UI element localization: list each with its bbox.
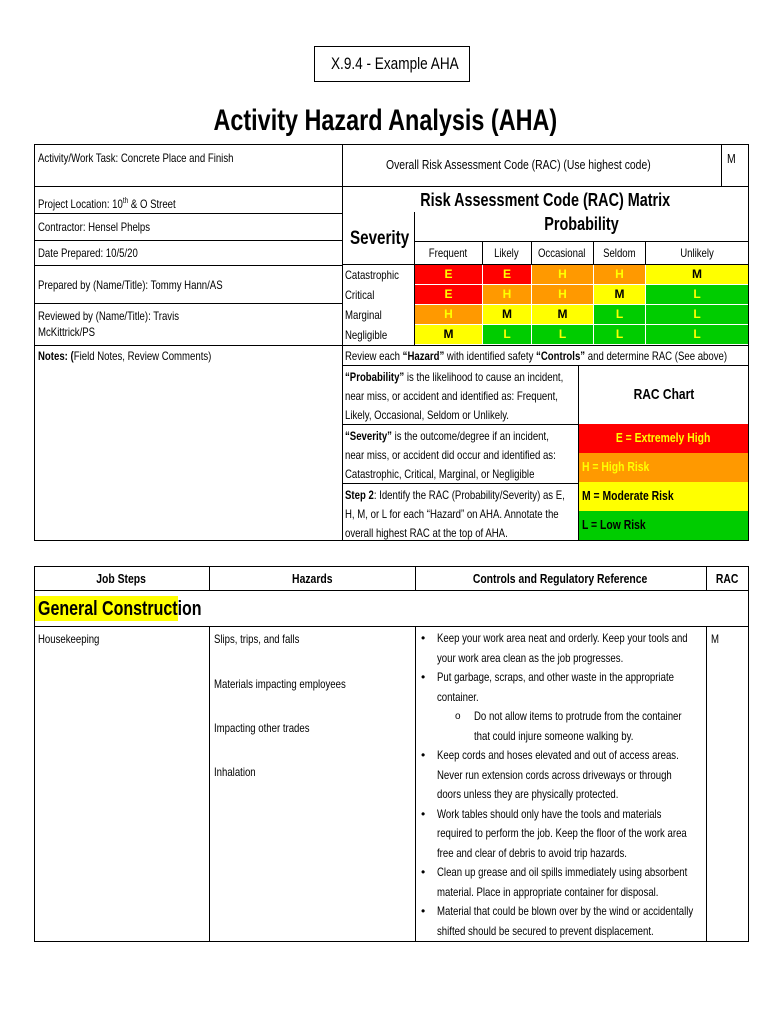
severity-definition: “Severity” is the outcome/degree if an incident, near miss, or accident did occur and identified as: Catastrophic, Critical, Marginal, or Negligible [345, 429, 556, 481]
bullet-icon: • [421, 670, 426, 684]
matrix-cell: M [646, 265, 748, 284]
row-marginal: Marginal [345, 308, 382, 322]
control-sub-item: o Do not allow items to protrude from the container that could injure someone walking by. [455, 709, 682, 743]
page-title: Activity Hazard Analysis (AHA) [213, 104, 557, 137]
matrix-cell: L [646, 325, 748, 344]
row-negligible: Negligible [345, 328, 388, 342]
col-unlikely: Unlikely [680, 246, 714, 260]
matrix-cell: H [532, 265, 593, 284]
matrix-cell: L [646, 305, 748, 324]
control-item: • Keep your work area neat and orderly. Keep your tools and your work area clean as the job progresses. [421, 631, 688, 665]
control-item: • Clean up grease and oil spills immediately using absorbent material. Place in appropriate container for disposal. [421, 865, 688, 899]
matrix-cell: M [594, 285, 645, 304]
rac-high: H = High Risk [579, 453, 748, 482]
probability-label: Probability [544, 214, 619, 234]
contractor: Contractor: Hensel Phelps [38, 220, 151, 234]
header-hazards: Hazards [291, 571, 333, 586]
matrix-cell: E [415, 265, 482, 284]
hazard-inhalation: Inhalation [214, 765, 256, 779]
col-likely: Likely [494, 246, 519, 260]
matrix-cell: M [532, 305, 593, 324]
rac-extremely-high: E = Extremely High [579, 424, 748, 453]
bullet-icon: • [421, 904, 426, 918]
row-critical: Critical [345, 288, 375, 302]
probability-definition: “Probability” is the likelihood to cause an incident, near miss, or accident and identified as: Frequent, Likely, Occasional, Seldom or Unlikely. [345, 370, 564, 422]
matrix-cell: L [594, 325, 645, 344]
control-item: • Material that could be blown over by the wind or accidentally shifted should be secured to prevent displacement. [421, 904, 694, 938]
overall-rac-label: Overall Risk Assessment Code (RAC) (Use highest code) [386, 157, 651, 172]
header-rac: RAC [715, 571, 739, 586]
matrix-cell: L [483, 325, 531, 344]
col-occasional: Occasional [538, 246, 586, 260]
col-frequent: Frequent [428, 246, 468, 260]
matrix-cell: L [594, 305, 645, 324]
matrix-cell: L [532, 325, 593, 344]
matrix-cell: M [415, 325, 482, 344]
matrix-cell: E [415, 285, 482, 304]
control-item: • Work tables should only have the tools and materials required to perform the job. Keep the floor of the work area free and clear of debris to avoid trip hazards. [421, 806, 687, 860]
matrix-cell: E [483, 265, 531, 284]
header-controls: Controls and Regulatory Reference [473, 571, 648, 586]
project-location: Project Location: 10th & O Street [38, 196, 176, 211]
date-prepared: Date Prepared: 10/5/20 [38, 246, 138, 260]
hazard-materials: Materials impacting employees [214, 677, 346, 691]
row-catastrophic: Catastrophic [345, 268, 399, 282]
step-2-instruction: Step 2: Identify the RAC (Probability/Severity) as E, H, M, or L for each “Hazard” on AHA. Annotate the overall highest RAC at the top of AHA. [345, 488, 565, 540]
severity-label: Severity [350, 228, 410, 249]
hazard-slips: Slips, trips, and falls [214, 632, 300, 646]
rac-moderate: M = Moderate Risk [579, 482, 748, 511]
matrix-cell: H [483, 285, 531, 304]
row-rac-value: M [711, 632, 719, 646]
header-job-steps: Job Steps [96, 571, 147, 586]
review-instruction: Review each “Hazard” with identified safety “Controls” and determine RAC (See above) [345, 349, 728, 363]
rac-matrix-title: Risk Assessment Code (RAC) Matrix [420, 190, 671, 210]
control-item: • Keep cords and hoses elevated and out of access areas. Never run extension cords across driveways or through doors unless they are physically protected. [421, 748, 679, 801]
rac-chart-title: RAC Chart [633, 386, 694, 403]
section-general-construction: General Construction [38, 598, 202, 620]
overall-rac-value: M [727, 151, 736, 166]
control-item: • Put garbage, scraps, and other waste in the appropriate container. [421, 670, 674, 704]
activity-task: Activity/Work Task: Concrete Place and Finish [38, 151, 234, 165]
bullet-icon: • [421, 865, 426, 879]
matrix-cell: H [594, 265, 645, 284]
bullet-icon: • [421, 806, 426, 821]
rac-low: L = Low Risk [579, 511, 748, 540]
col-seldom: Seldom [602, 246, 636, 260]
matrix-cell: H [415, 305, 482, 324]
circle-bullet-icon: o [455, 711, 461, 722]
reviewed-by: Reviewed by (Name/Title): Travis [38, 309, 180, 323]
prepared-by: Prepared by (Name/Title): Tommy Hann/AS [38, 278, 223, 292]
hazard-impacting-trades: Impacting other trades [214, 721, 310, 735]
matrix-cell: H [532, 285, 593, 304]
matrix-cell: L [646, 285, 748, 304]
notes: Notes: (Field Notes, Review Comments) [38, 349, 212, 363]
reviewed-by-line-2: McKittrick/PS [38, 325, 96, 339]
bullet-icon: • [421, 748, 426, 762]
document-id: X.9.4 - Example AHA [314, 46, 470, 82]
matrix-cell: M [483, 305, 531, 324]
bullet-icon: • [421, 631, 426, 645]
job-step-housekeeping: Housekeeping [38, 632, 100, 646]
